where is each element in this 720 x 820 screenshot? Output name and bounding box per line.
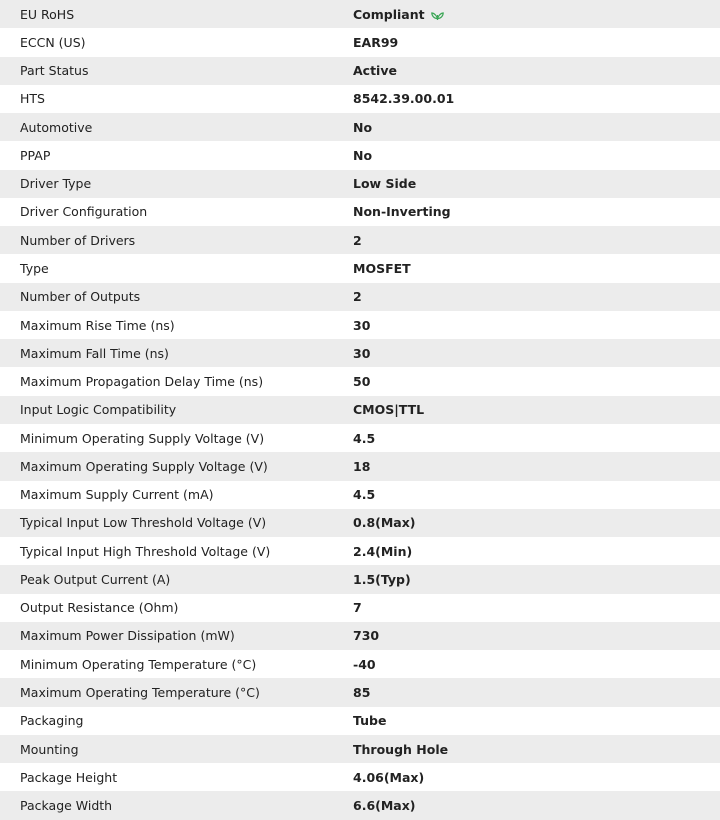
spec-row [0,226,720,254]
spec-row [0,650,720,678]
spec-row [0,283,720,311]
leaf-icon [431,9,444,20]
spec-value-text: 7 [353,600,362,616]
spec-value-text: EAR99 [353,34,399,50]
spec-value [353,600,720,615]
spec-label: Maximum Operating Supply Voltage (V) [20,458,268,474]
spec-row [0,311,720,339]
spec-value-text: 2 [353,289,362,305]
spec-value [353,544,720,559]
spec-value [353,770,720,785]
spec-row [0,707,720,735]
spec-value-text: Compliant [353,6,425,22]
spec-value [353,176,720,191]
spec-label: Packaging [20,713,84,729]
spec-value [353,628,720,643]
spec-label: Input Logic Compatibility [20,402,177,418]
spec-value [353,120,720,135]
spec-row [0,594,720,622]
spec-value-text: 2.4(Min) [353,543,413,559]
spec-row [0,735,720,763]
spec-value [353,713,720,728]
spec-label: Part Status [20,63,89,79]
spec-label: Maximum Power Dissipation (mW) [20,628,235,644]
spec-value [353,318,720,333]
spec-label: Automotive [20,119,93,135]
spec-value-text: Low Side [353,176,417,192]
spec-label: Maximum Rise Time (ns) [20,317,175,333]
spec-label: Maximum Propagation Delay Time (ns) [20,374,264,390]
spec-value [353,657,720,672]
spec-value-text: 730 [353,628,380,644]
spec-value-text: 18 [353,458,371,474]
spec-label: Driver Configuration [20,204,148,220]
spec-value-text: 30 [353,317,371,333]
spec-value-text: CMOS|TTL [353,402,425,418]
spec-row [0,424,720,452]
spec-row [0,791,720,819]
spec-label: Type [20,261,49,277]
spec-value-text: 30 [353,345,371,361]
spec-label: Maximum Operating Temperature (°C) [20,685,260,700]
spec-row [0,367,720,395]
spec-label: EU RoHS [20,6,75,22]
spec-value [353,515,720,530]
spec-value-text: 0.8(Max) [353,515,416,531]
spec-value [353,431,720,446]
spec-row [0,481,720,509]
spec-row [0,452,720,480]
spec-value-text: 2 [353,232,362,248]
spec-row [0,509,720,537]
spec-label: Driver Type [20,176,92,192]
spec-label: PPAP [20,147,51,163]
spec-value-text: -40 [353,656,376,672]
spec-value [353,374,720,389]
spec-value [353,685,720,700]
spec-value [353,91,720,106]
spec-row [0,622,720,650]
spec-value [353,63,720,78]
spec-label: Package Height [20,769,118,785]
spec-label: Maximum Supply Current (mA) [20,487,214,503]
spec-value [353,261,720,276]
spec-value-text: Through Hole [353,741,449,757]
spec-row [0,85,720,113]
spec-label: Typical Input High Threshold Voltage (V) [20,543,271,559]
spec-value-text: Tube [353,713,387,729]
spec-row [0,565,720,593]
spec-row [0,537,720,565]
spec-value [353,572,720,587]
spec-value-text: Non-Inverting [353,204,451,220]
spec-value-text: 50 [353,374,371,390]
spec-value-text: No [353,119,373,135]
spec-value-text: No [353,147,373,163]
spec-value [353,7,720,22]
spec-value-text: 4.5 [353,487,376,503]
spec-label: Typical Input Low Threshold Voltage (V) [20,515,267,531]
spec-value [353,148,720,163]
spec-label: HTS [20,91,45,107]
spec-value [353,487,720,502]
spec-label: Number of Outputs [20,289,141,305]
spec-value-text: 1.5(Typ) [353,571,411,587]
spec-row [0,396,720,424]
spec-value-text: 85 [353,685,371,700]
spec-label: Number of Drivers [20,232,136,248]
spec-value [353,402,720,417]
spec-value [353,289,720,304]
spec-label: Output Resistance (Ohm) [20,600,179,616]
spec-value [353,204,720,219]
spec-value [353,346,720,361]
spec-row [0,57,720,85]
spec-value [353,35,720,50]
spec-row [0,141,720,169]
spec-label: Package Width [20,798,113,814]
spec-row [0,254,720,282]
spec-value [353,233,720,248]
spec-value-text: 4.5 [353,430,376,446]
spec-label: Minimum Operating Temperature (°C) [20,656,257,672]
spec-row [0,198,720,226]
spec-label: ECCN (US) [20,34,86,50]
spec-label: Maximum Fall Time (ns) [20,345,169,361]
spec-row [0,28,720,56]
spec-row [0,170,720,198]
spec-value [353,798,720,813]
spec-value-text: 8542.39.00.01 [353,91,455,107]
spec-row [0,0,720,28]
spec-value [353,742,720,757]
spec-value-text: Active [353,63,397,79]
spec-value-text: 4.06(Max) [353,769,425,785]
spec-row [0,113,720,141]
spec-row [0,763,720,791]
spec-row [0,339,720,367]
spec-label: Peak Output Current (A) [20,571,171,587]
spec-value-text: MOSFET [353,261,411,277]
spec-label: Minimum Operating Supply Voltage (V) [20,430,265,446]
spec-row [0,678,720,706]
spec-value [353,459,720,474]
spec-label: Mounting [20,741,79,757]
spec-value-text: 6.6(Max) [353,798,416,814]
